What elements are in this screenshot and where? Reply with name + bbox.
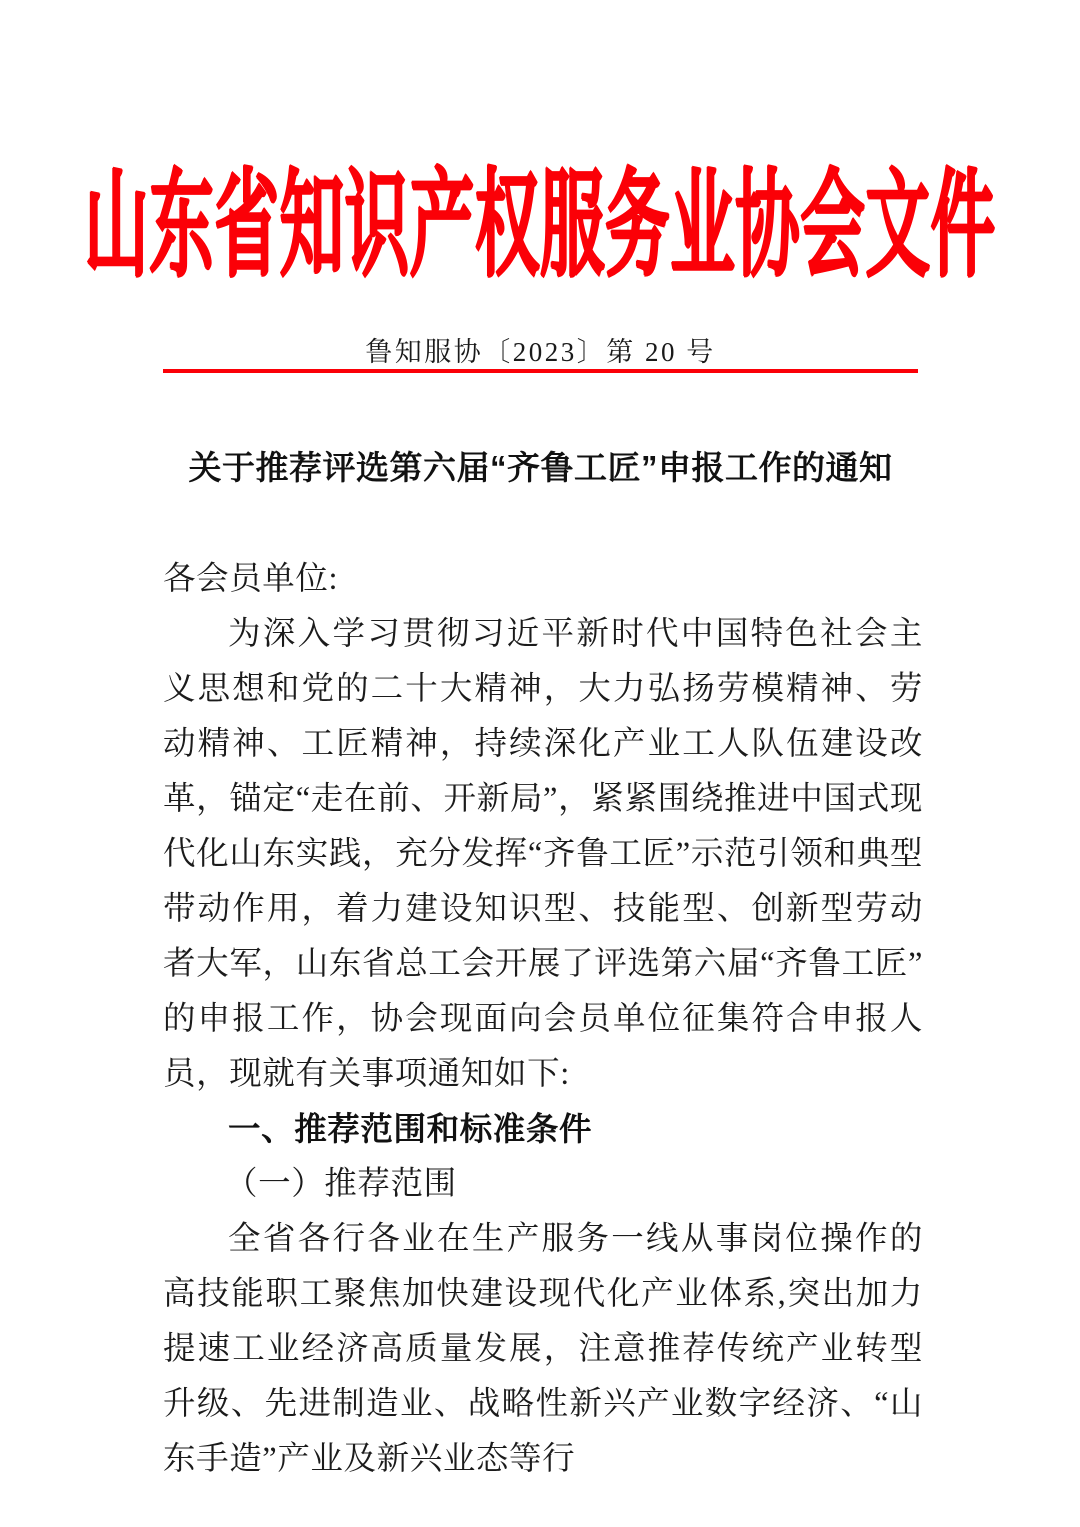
section-heading-1: 一、推荐范围和标准条件 — [228, 1111, 593, 1147]
document-number: 鲁知服协〔2023〕第 20 号 — [365, 337, 716, 367]
subsection-heading-1: （一）推荐范围 — [225, 1166, 457, 1202]
salutation: 各会员单位: — [163, 561, 339, 597]
red-separator-rule — [163, 369, 918, 373]
masthead-banner — [84, 161, 996, 291]
body-paragraph-2: 全省各行各业在生产服务一线从事岗位操作的高技能职工聚焦加快建设现代化产业体系,突出加力提速工业经济高质量发展，注意推荐传统产业转型升级、先进制造业、战略性新兴产业数字经济、“山东手造”产业及新兴业态等行 — [163, 1221, 923, 1477]
page-title: 关于推荐评选第六届“齐鲁工匠”申报工作的通知 — [188, 449, 893, 486]
issuing-organization-title: 山东省知识产权服务业协会文件 — [84, 161, 996, 291]
document-body — [163, 552, 923, 1487]
body-paragraph-1: 为深入学习贯彻习近平新时代中国特色社会主义思想和党的二十大精神，大力弘扬劳模精神、劳动精神、工匠精神，持续深化产业工人队伍建设改革，锚定“走在前、开新局”，紧紧围绕推进中国式现代化山东实践，充分发挥“齐鲁工匠”示范引领和典型带动作用，着力建设知识型、技能型、创新型劳动者大军，山东省总工会开展了评选第六届“齐鲁工匠”的申报工作，协会现面向会员单位征集符合申报人员，现就有关事项通知如下: — [163, 616, 923, 1092]
